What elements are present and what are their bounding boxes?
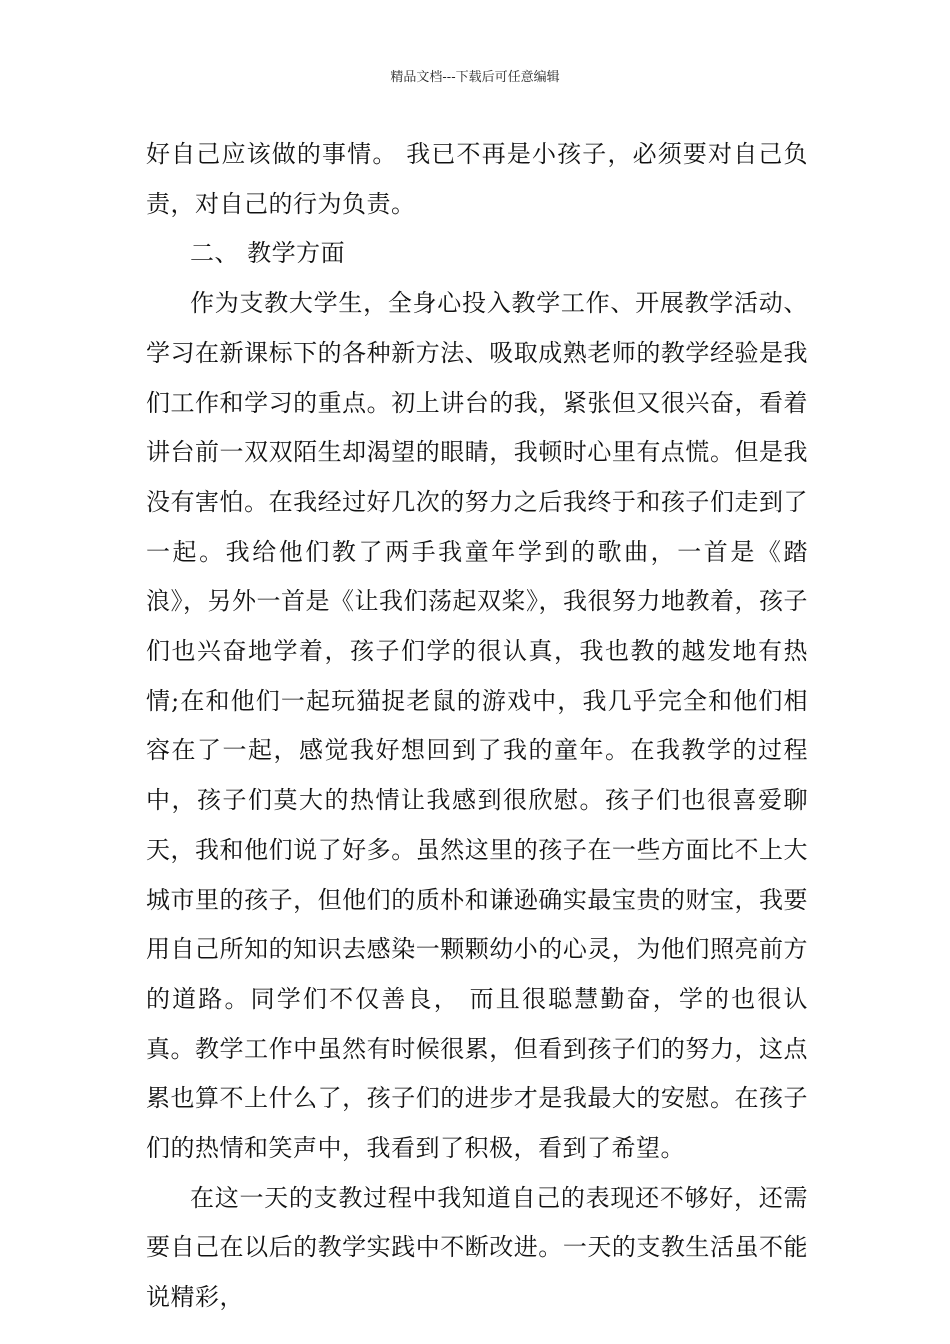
- page-header: 精品文档---下载后可任意编辑: [390, 70, 560, 85]
- section-heading: 二、 教学方面: [190, 239, 346, 268]
- paragraph-reflection: 在这一天的支教过程中我知道自己的表现还不够好，还需要自己在以后的教学实践中不断改进。一天的支教生活虽不能说精彩，: [146, 1183, 808, 1312]
- paragraph-continuation: 好自己应该做的事情。 我已不再是小孩子，必须要对自己负责，对自己的行为负责。: [146, 140, 808, 218]
- paragraph-teaching: 作为支教大学生，全身心投入教学工作、开展教学活动、学习在新课标下的各种新方法、吸取成熟老师的教学经验是我们工作和学习的重点。初上讲台的我，紧张但又很兴奋，看着讲台前一双双陌生却渴望的眼睛，我顿时心里有点慌。但是我没有害怕。在我经过好几次的努力之后我终于和孩子们走到了一起。我给他们教了两手我童年学到的歌曲，一首是《踏浪》，另外一首是《让我们荡起双桨》，我很努力地教着，孩子们也兴奋地学着，孩子们学的很认真，我也教的越发地有热情;在和他们一起玩猫捉老鼠的游戏中，我几乎完全和他们相容在了一起，感觉我好想回到了我的童年。在我教学的过程中，孩子们莫大的热情让我感到很欣慰。孩子们也很喜爱聊天，我和他们说了好多。虽然这里的孩子在一些方面比不上大城市里的孩子，但他们的质朴和谦逊确实最宝贵的财宝，我要用自己所知的知识去感染一颗颗幼小的心灵，为他们照亮前方的道路。同学们不仅善良， 而且很聪慧勤奋，学的也很认真。教学工作中虽然有时候很累，但看到孩子们的努力，这点累也算不上什么了，孩子们的进步才是我最大的安慰。在孩子们的热情和笑声中，我看到了积极，看到了希望。: [146, 289, 808, 1163]
- document-body: [146, 130, 808, 1323]
